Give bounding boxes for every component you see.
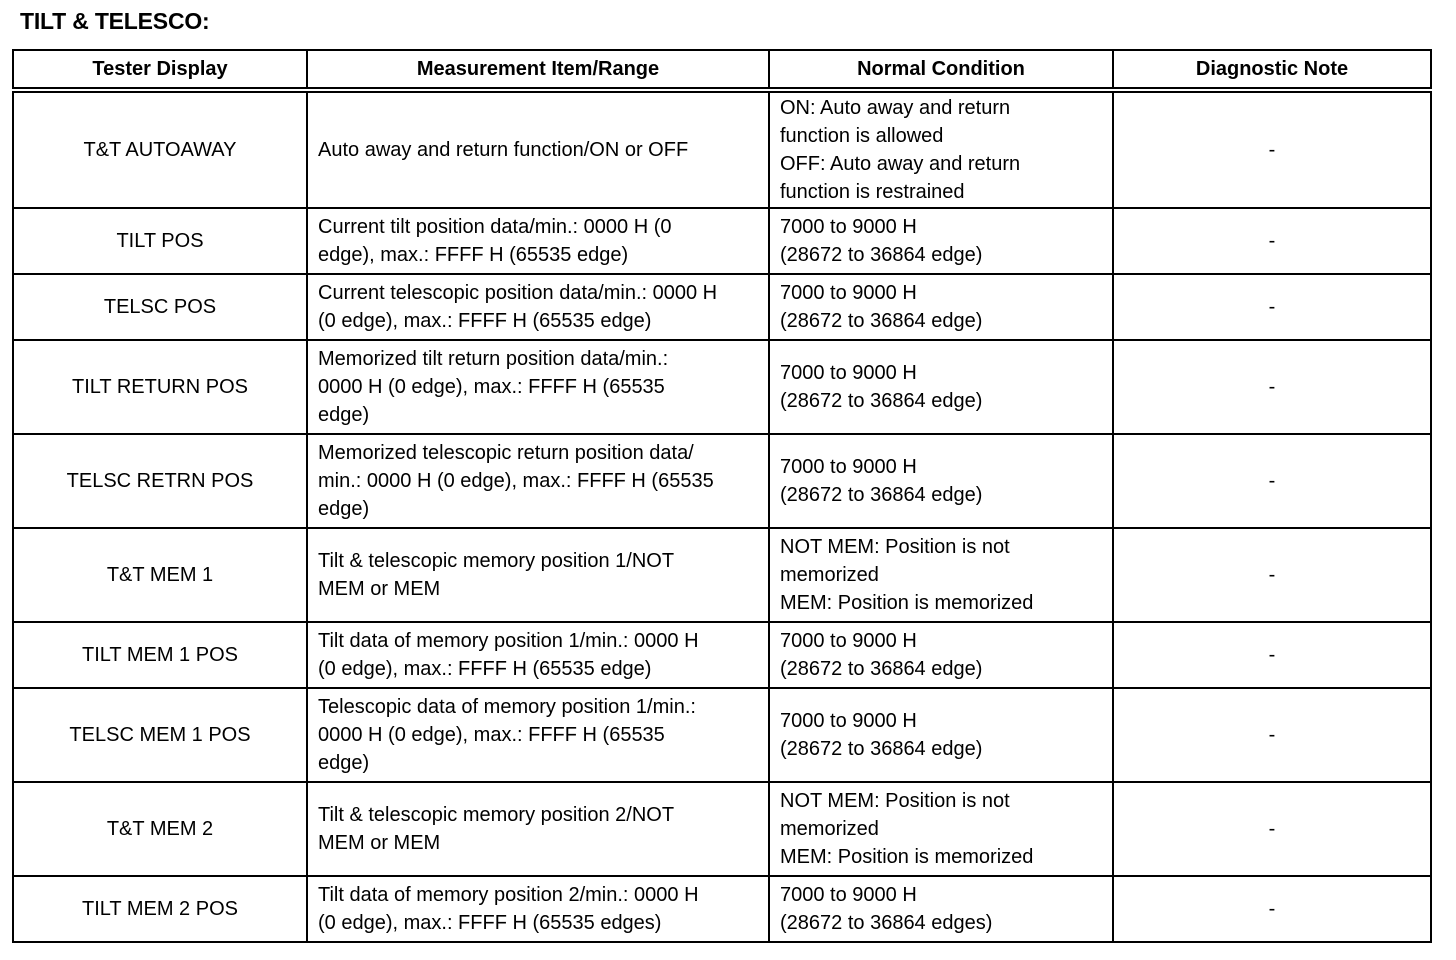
cell-tester-display: TELSC MEM 1 POS [13, 688, 307, 782]
cell-measurement-item [307, 622, 769, 688]
cell-measurement-item [307, 782, 769, 876]
measurement-line: Tilt & telescopic memory position 1/NOT [318, 550, 675, 572]
cell-tester-display: TILT RETURN POS [13, 340, 307, 434]
cell-normal-condition [769, 340, 1113, 434]
cell-measurement-item [307, 340, 769, 434]
condition-line: 7000 to 9000 H [780, 216, 917, 238]
measurement-line: Tilt data of memory position 2/min.: 0000 H [318, 884, 699, 906]
page-title: TILT & TELESCO: [20, 8, 210, 34]
condition-line: (28672 to 36864 edge) [780, 484, 983, 506]
cell-measurement-item [307, 876, 769, 942]
table-row [13, 340, 1431, 434]
condition-line: function is allowed [780, 125, 944, 147]
condition-line: (28672 to 36864 edge) [780, 658, 983, 680]
measurement-line: Tilt & telescopic memory position 2/NOT [318, 804, 675, 826]
table-header-row [13, 50, 1431, 90]
header-normal-condition: Normal Condition [769, 50, 1113, 90]
measurement-line: 0000 H (0 edge), max.: FFFF H (65535 [318, 376, 665, 398]
table-body [13, 90, 1431, 942]
cell-diagnostic-note: - [1113, 528, 1431, 622]
table-row [13, 528, 1431, 622]
cell-tester-display: TILT MEM 1 POS [13, 622, 307, 688]
condition-line: 7000 to 9000 H [780, 362, 917, 384]
measurement-line: Current telescopic position data/min.: 0000 H [318, 282, 718, 304]
measurement-line: Memorized telescopic return position data/ [318, 442, 694, 464]
cell-diagnostic-note: - [1113, 340, 1431, 434]
measurement-line: Tilt data of memory position 1/min.: 0000 H [318, 630, 699, 652]
measurement-line: Current tilt position data/min.: 0000 H (0 [318, 216, 672, 238]
measurement-line: edge) [318, 498, 370, 520]
table-row [13, 434, 1431, 528]
cell-diagnostic-note: - [1113, 90, 1431, 208]
cell-diagnostic-note: - [1113, 208, 1431, 274]
condition-line: (28672 to 36864 edge) [780, 244, 983, 266]
table-row [13, 876, 1431, 942]
cell-tester-display: T&T MEM 2 [13, 782, 307, 876]
measurement-line: Telescopic data of memory position 1/min.: [318, 696, 696, 718]
cell-measurement-item [307, 688, 769, 782]
table-row [13, 274, 1431, 340]
cell-normal-condition [769, 688, 1113, 782]
measurement-line: 0000 H (0 edge), max.: FFFF H (65535 [318, 724, 665, 746]
condition-line: memorized [780, 564, 879, 586]
measurement-line: (0 edge), max.: FFFF H (65535 edge) [318, 658, 652, 680]
cell-tester-display: TILT POS [13, 208, 307, 274]
cell-normal-condition [769, 622, 1113, 688]
condition-line: function is restrained [780, 181, 965, 203]
measurement-line: MEM or MEM [318, 832, 441, 854]
condition-line: MEM: Position is memorized [780, 846, 1034, 868]
cell-measurement-item [307, 528, 769, 622]
condition-line: (28672 to 36864 edge) [780, 310, 983, 332]
cell-diagnostic-note: - [1113, 622, 1431, 688]
header-measurement-item: Measurement Item/Range [307, 50, 769, 90]
measurement-line: (0 edge), max.: FFFF H (65535 edge) [318, 310, 652, 332]
condition-line: NOT MEM: Position is not [780, 536, 1010, 558]
cell-diagnostic-note: - [1113, 688, 1431, 782]
condition-line: (28672 to 36864 edge) [780, 390, 983, 412]
cell-normal-condition [769, 782, 1113, 876]
measurement-line: Memorized tilt return position data/min.: [318, 348, 669, 370]
measurement-line: edge) [318, 752, 370, 774]
condition-line: 7000 to 9000 H [780, 710, 917, 732]
cell-normal-condition [769, 528, 1113, 622]
measurement-line: Auto away and return function/ON or OFF [318, 139, 689, 161]
condition-line: MEM: Position is memorized [780, 592, 1034, 614]
condition-line: 7000 to 9000 H [780, 456, 917, 478]
table-row [13, 688, 1431, 782]
header-diagnostic-note: Diagnostic Note [1113, 50, 1431, 90]
cell-diagnostic-note: - [1113, 782, 1431, 876]
measurement-line: edge) [318, 404, 370, 426]
cell-normal-condition [769, 434, 1113, 528]
cell-diagnostic-note: - [1113, 434, 1431, 528]
cell-tester-display: T&T AUTOAWAY [13, 90, 307, 208]
condition-line: NOT MEM: Position is not [780, 790, 1010, 812]
header-tester-display: Tester Display [13, 50, 307, 90]
measurement-line: MEM or MEM [318, 578, 441, 600]
data-list-table [12, 49, 1432, 943]
measurement-line: min.: 0000 H (0 edge), max.: FFFF H (65535 [318, 470, 714, 492]
cell-diagnostic-note: - [1113, 274, 1431, 340]
cell-measurement-item [307, 434, 769, 528]
cell-measurement-item [307, 274, 769, 340]
cell-tester-display: TELSC POS [13, 274, 307, 340]
table-row [13, 90, 1431, 208]
cell-tester-display: T&T MEM 1 [13, 528, 307, 622]
cell-measurement-item [307, 90, 769, 208]
measurement-line: edge), max.: FFFF H (65535 edge) [318, 244, 629, 266]
condition-line: (28672 to 36864 edge) [780, 738, 983, 760]
table-row [13, 208, 1431, 274]
cell-tester-display: TILT MEM 2 POS [13, 876, 307, 942]
measurement-line: (0 edge), max.: FFFF H (65535 edges) [318, 912, 662, 934]
cell-measurement-item [307, 208, 769, 274]
cell-diagnostic-note: - [1113, 876, 1431, 942]
cell-normal-condition [769, 90, 1113, 208]
table-row [13, 622, 1431, 688]
condition-line: 7000 to 9000 H [780, 884, 917, 906]
condition-line: 7000 to 9000 H [780, 282, 917, 304]
condition-line: memorized [780, 818, 879, 840]
table-row [13, 782, 1431, 876]
condition-line: OFF: Auto away and return [780, 153, 1021, 175]
cell-normal-condition [769, 876, 1113, 942]
condition-line: ON: Auto away and return [780, 97, 1011, 119]
cell-normal-condition [769, 274, 1113, 340]
condition-line: 7000 to 9000 H [780, 630, 917, 652]
condition-line: (28672 to 36864 edges) [780, 912, 993, 934]
cell-tester-display: TELSC RETRN POS [13, 434, 307, 528]
cell-normal-condition [769, 208, 1113, 274]
